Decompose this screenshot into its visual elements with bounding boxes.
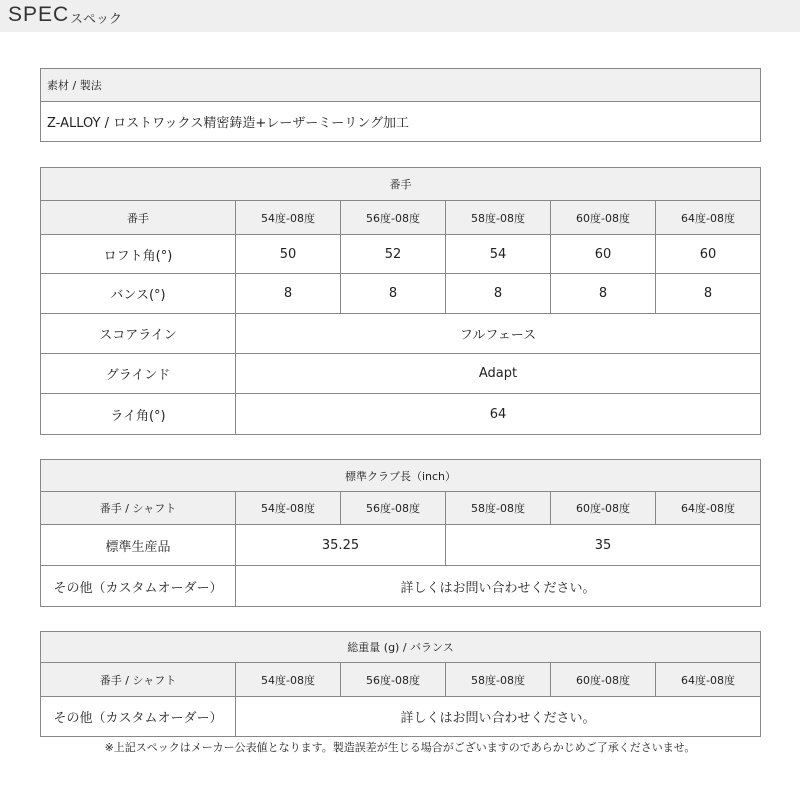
cell: 8 — [656, 274, 761, 314]
table-row — [41, 394, 761, 435]
table-row — [41, 566, 761, 607]
col-56: 56度-08度 — [341, 663, 446, 697]
cell: 50 — [236, 235, 341, 274]
cell: 54 — [446, 235, 551, 274]
col-58: 58度-08度 — [446, 201, 551, 235]
cell: 8 — [446, 274, 551, 314]
cell: 詳しくはお問い合わせください。 — [236, 566, 761, 607]
material-table — [40, 68, 761, 142]
col-64: 64度-08度 — [656, 663, 761, 697]
cell: 8 — [236, 274, 341, 314]
table-row — [41, 235, 761, 274]
spec-table — [40, 167, 761, 435]
row-label: ライ角(°) — [41, 394, 236, 435]
col-header: 番手 / シャフト — [41, 492, 236, 525]
length-title: 標準クラブ長（inch） — [41, 460, 761, 492]
cell: 60 — [551, 235, 656, 274]
material-value: Z-ALLOY / ロストワックス精密鋳造+レーザーミーリング加工 — [41, 102, 761, 142]
col-64: 64度-08度 — [656, 492, 761, 525]
cell: フルフェース — [236, 314, 761, 354]
row-label: グラインド — [41, 354, 236, 394]
col-64: 64度-08度 — [656, 201, 761, 235]
col-56: 56度-08度 — [341, 492, 446, 525]
col-56: 56度-08度 — [341, 201, 446, 235]
length-table — [40, 459, 761, 607]
table-row — [41, 274, 761, 314]
row-label: その他（カスタムオーダー） — [41, 566, 236, 607]
col-60: 60度-08度 — [551, 663, 656, 697]
cell: 詳しくはお問い合わせください。 — [236, 697, 761, 737]
cell: 52 — [341, 235, 446, 274]
col-54: 54度-08度 — [236, 201, 341, 235]
col-header: 番手 / シャフト — [41, 663, 236, 697]
cell: 35.25 — [236, 525, 446, 566]
cell: 60 — [656, 235, 761, 274]
section-subtitle: スペック — [70, 12, 123, 27]
spec-title: 番手 — [41, 168, 761, 201]
row-label: ロフト角(°) — [41, 235, 236, 274]
cell: Adapt — [236, 354, 761, 394]
row-label: スコアライン — [41, 314, 236, 354]
col-54: 54度-08度 — [236, 492, 341, 525]
row-label: その他（カスタムオーダー） — [41, 697, 236, 737]
footnote: ※上記スペックはメーカー公表値となります。製造誤差が生じる場合がございますのであらかじめご了承くださいませ。 — [104, 741, 696, 754]
weight-table — [40, 631, 761, 737]
weight-title: 総重量 (g) / バランス — [41, 632, 761, 663]
table-row — [41, 697, 761, 737]
table-row — [41, 525, 761, 566]
cell: 35 — [446, 525, 761, 566]
col-58: 58度-08度 — [446, 663, 551, 697]
row-label: バンス(°) — [41, 274, 236, 314]
col-58: 58度-08度 — [446, 492, 551, 525]
cell: 8 — [341, 274, 446, 314]
col-60: 60度-08度 — [551, 492, 656, 525]
col-60: 60度-08度 — [551, 201, 656, 235]
table-row — [41, 354, 761, 394]
section-title: SPEC — [8, 3, 70, 26]
col-header: 番手 — [41, 201, 236, 235]
row-label: 標準生産品 — [41, 525, 236, 566]
cell: 8 — [551, 274, 656, 314]
col-54: 54度-08度 — [236, 663, 341, 697]
section-header — [0, 0, 800, 32]
material-label: 素材 / 製法 — [41, 69, 761, 102]
cell: 64 — [236, 394, 761, 435]
table-row — [41, 314, 761, 354]
